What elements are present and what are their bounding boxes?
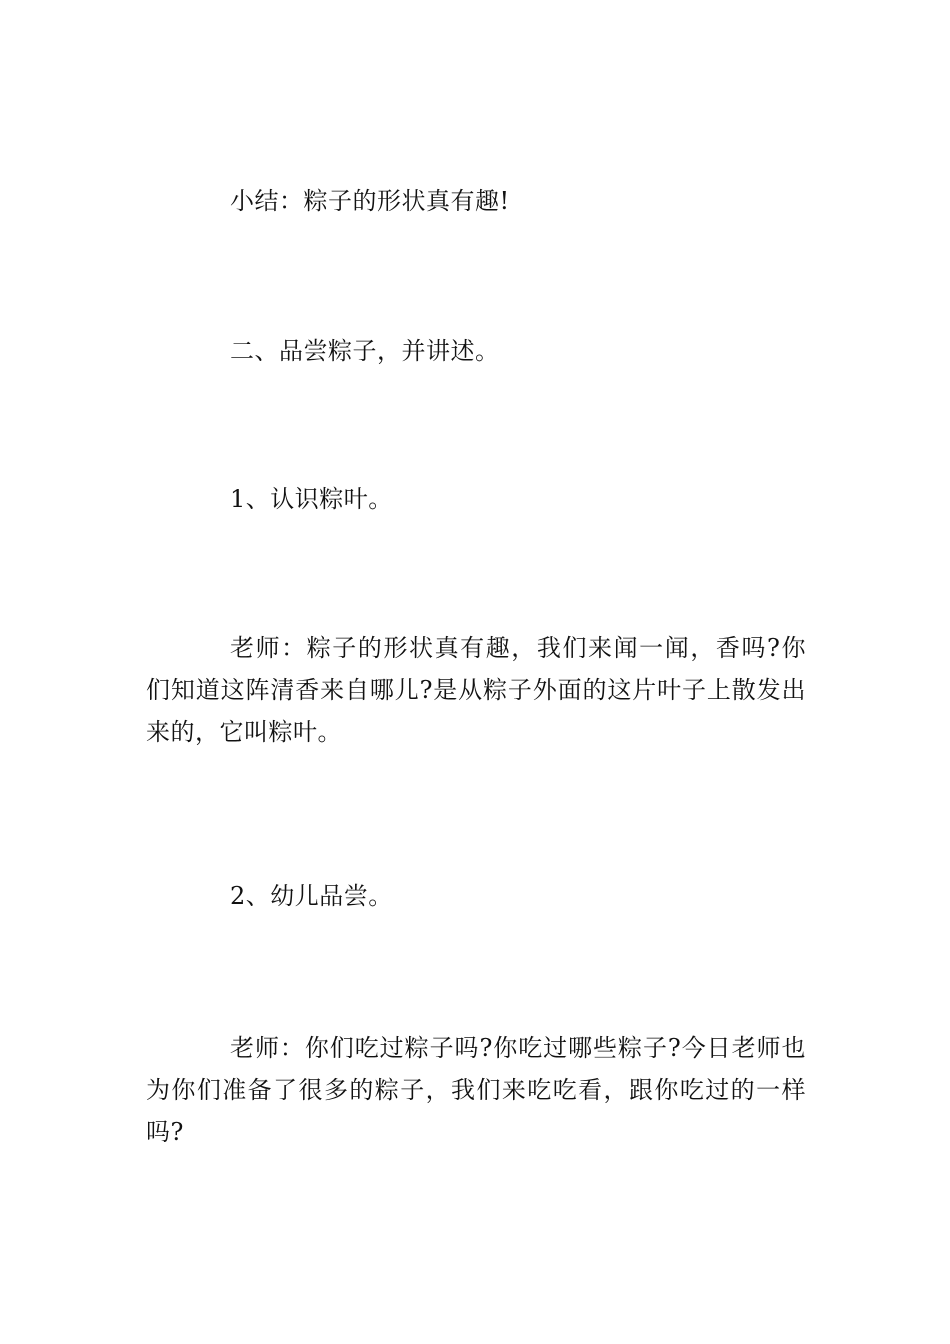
- step-heading-leaves: 1、认识粽叶。: [230, 485, 393, 513]
- teacher-paragraph-tasting: 老师：你们吃过粽子吗?你吃过哪些粽子?今日老师也为你们准备了很多的粽子，我们来吃吃看，跟你吃过的一样吗?: [146, 1034, 806, 1146]
- teacher-paragraph-leaves: 老师：粽子的形状真有趣，我们来闻一闻，香吗?你们知道这阵清香来自哪儿?是从粽子外面的这片叶子上散发出来的，它叫粽叶。: [146, 634, 806, 746]
- section-heading-tasting: 二、品尝粽子，并讲述。: [230, 337, 500, 365]
- step-heading-tasting: 2、幼儿品尝。: [230, 882, 393, 910]
- summary-paragraph: 小结：粽子的形状真有趣!: [230, 187, 510, 215]
